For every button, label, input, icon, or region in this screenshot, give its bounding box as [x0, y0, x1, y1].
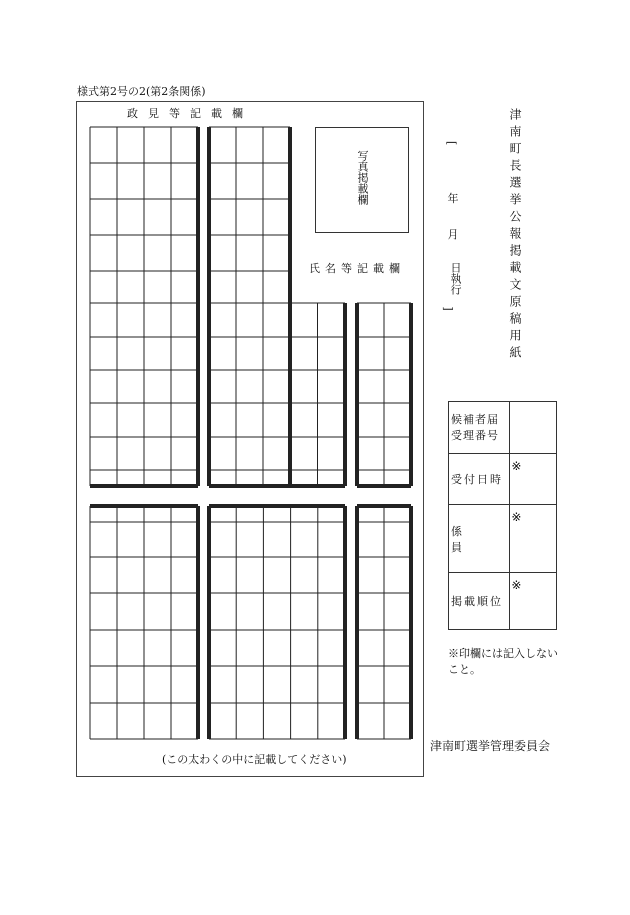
stamp-note: ※印欄には記入しないこと。 — [448, 647, 558, 676]
footer-note: (この太わくの中に記載してください) — [162, 753, 347, 766]
opinion-section-title: 政見等記載欄 — [127, 107, 253, 120]
day-label: 日執行 — [449, 262, 462, 295]
committee-name: 津南町選挙管理委員会 — [430, 739, 551, 753]
photo-section-title: 写真掲載欄 — [356, 150, 369, 205]
month-label: 月 — [447, 228, 459, 241]
form-number: 様式第2号の2(第2条関係) — [77, 85, 206, 98]
side-title: 津南町長選挙公報掲載文原稿用紙 — [508, 108, 522, 363]
stamp-label-3: 係 員 — [449, 505, 510, 573]
stamp-cell-2[interactable]: ※ — [510, 454, 557, 505]
close-bracket: ] — [441, 306, 455, 311]
stamp-cell-4[interactable]: ※ — [510, 573, 557, 630]
open-bracket: [ — [445, 140, 458, 146]
stamp-label-1: 候補者届受理番号 — [449, 402, 510, 454]
stamp-table — [448, 401, 557, 630]
stamp-cell-3[interactable]: ※ — [510, 505, 557, 573]
stamp-label-4: 掲載順位 — [449, 573, 510, 630]
execution-date — [441, 138, 462, 311]
stamp-label-2: 受付日時 — [449, 454, 510, 505]
stamp-cell-1[interactable] — [510, 402, 557, 454]
year-label: 年 — [447, 192, 459, 205]
name-section-title: 氏名等記載欄 — [309, 262, 405, 275]
